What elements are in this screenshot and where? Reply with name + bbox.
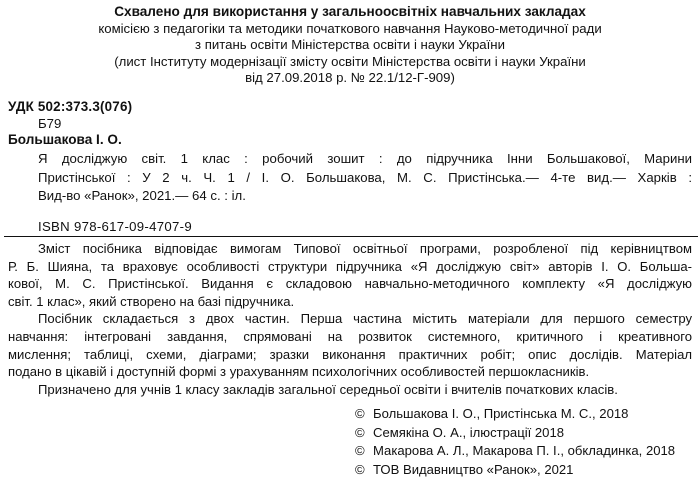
annotation-line: Р. Б. Шияна, та враховує особливості структури підручника «Я досліджую світ» авторів І. О. Больша- [8,258,692,274]
copyright-text: Макарова А. Л., Макарова П. І., обкладинка, 2018 [373,443,676,458]
approval-line: комісією з педагогіки та методики початкового навчання Науково-методичної ради [98,20,602,36]
approval-line: (лист Інституту модернізації змісту освіти Міністерства освіти і науки України [114,53,586,69]
annotation-line: подано в цікавій і доступній формі з урахуванням психологічних особливостей першокласників. [8,364,590,380]
annotation-line: Зміст посібника відповідає вимогам Типової освітньої програми, розробленої під керівництвом [38,241,692,256]
isbn: ISBN 978-617-09-4707-9 [38,219,192,234]
author-heading: Большакова І. О. [8,132,122,147]
annotation-line: навчання: інтегровані завдання, спрямовані на розвиток системного, критичного і креативного [8,328,692,344]
approval-line: з питань освіти Міністерства освіти і науки України [195,37,505,52]
copyright-text: Семякіна О. А., ілюстрації 2018 [373,424,565,440]
copyright-icon: © [355,443,365,458]
bibliographic-description [38,150,692,206]
copyright-item [355,405,675,424]
approval-line: від 27.09.2018 р. № 22.1/12-Г-909) [245,70,455,85]
copyright-icon: © [355,406,365,421]
biblio-line: Вид-во «Ранок», 2021.— 64 с. : іл. [38,188,246,203]
copyright-item [355,424,675,443]
annotation-line: кової, М. С. Пристінської. Видання є складовою навчально-методичного комплекту «Я досліджую [8,276,692,292]
udk-code: УДК 502:373.3(076) [8,99,133,114]
bbk-code: Б79 [38,116,62,131]
annotation-line: Посібник складається з двох частин. Перша частина містить матеріали для першого семестру [38,311,692,327]
copyright-item [355,461,675,480]
annotation-text [8,240,692,398]
copyright-icon: © [355,424,365,440]
approval-line: Схвалено для використання у загальноосвітніх навчальних закладах [114,4,586,19]
copyright-text: ТОВ Видавництво «Ранок», 2021 [373,461,574,477]
biblio-line: Я досліджую світ. 1 клас : робочий зошит : до підручника Інни Большакової, Марини [38,151,692,166]
copyright-block [355,405,675,479]
annotation-line: мислення; таблиці, схеми, діаграми; зразки виконання практичних робіт; опис дослідів. Матеріал [8,346,692,362]
copyright-text: Большакова І. О., Пристінська М. С., 2018 [373,406,629,421]
copyright-icon: © [355,461,365,477]
biblio-line: Пристінської : У 2 ч. Ч. 1 / І. О. Большакова, М. С. Пристінська.— 4-те вид.— Харків : [38,169,692,185]
approval-block [0,4,700,87]
copyright-item [355,442,675,461]
annotation-line: світ. 1 клас», який створено на базі підручника. [8,293,295,309]
divider [4,236,698,237]
annotation-line: Призначено для учнів 1 класу закладів загальної середньої освіти і вчителів початкових класів. [38,381,618,397]
